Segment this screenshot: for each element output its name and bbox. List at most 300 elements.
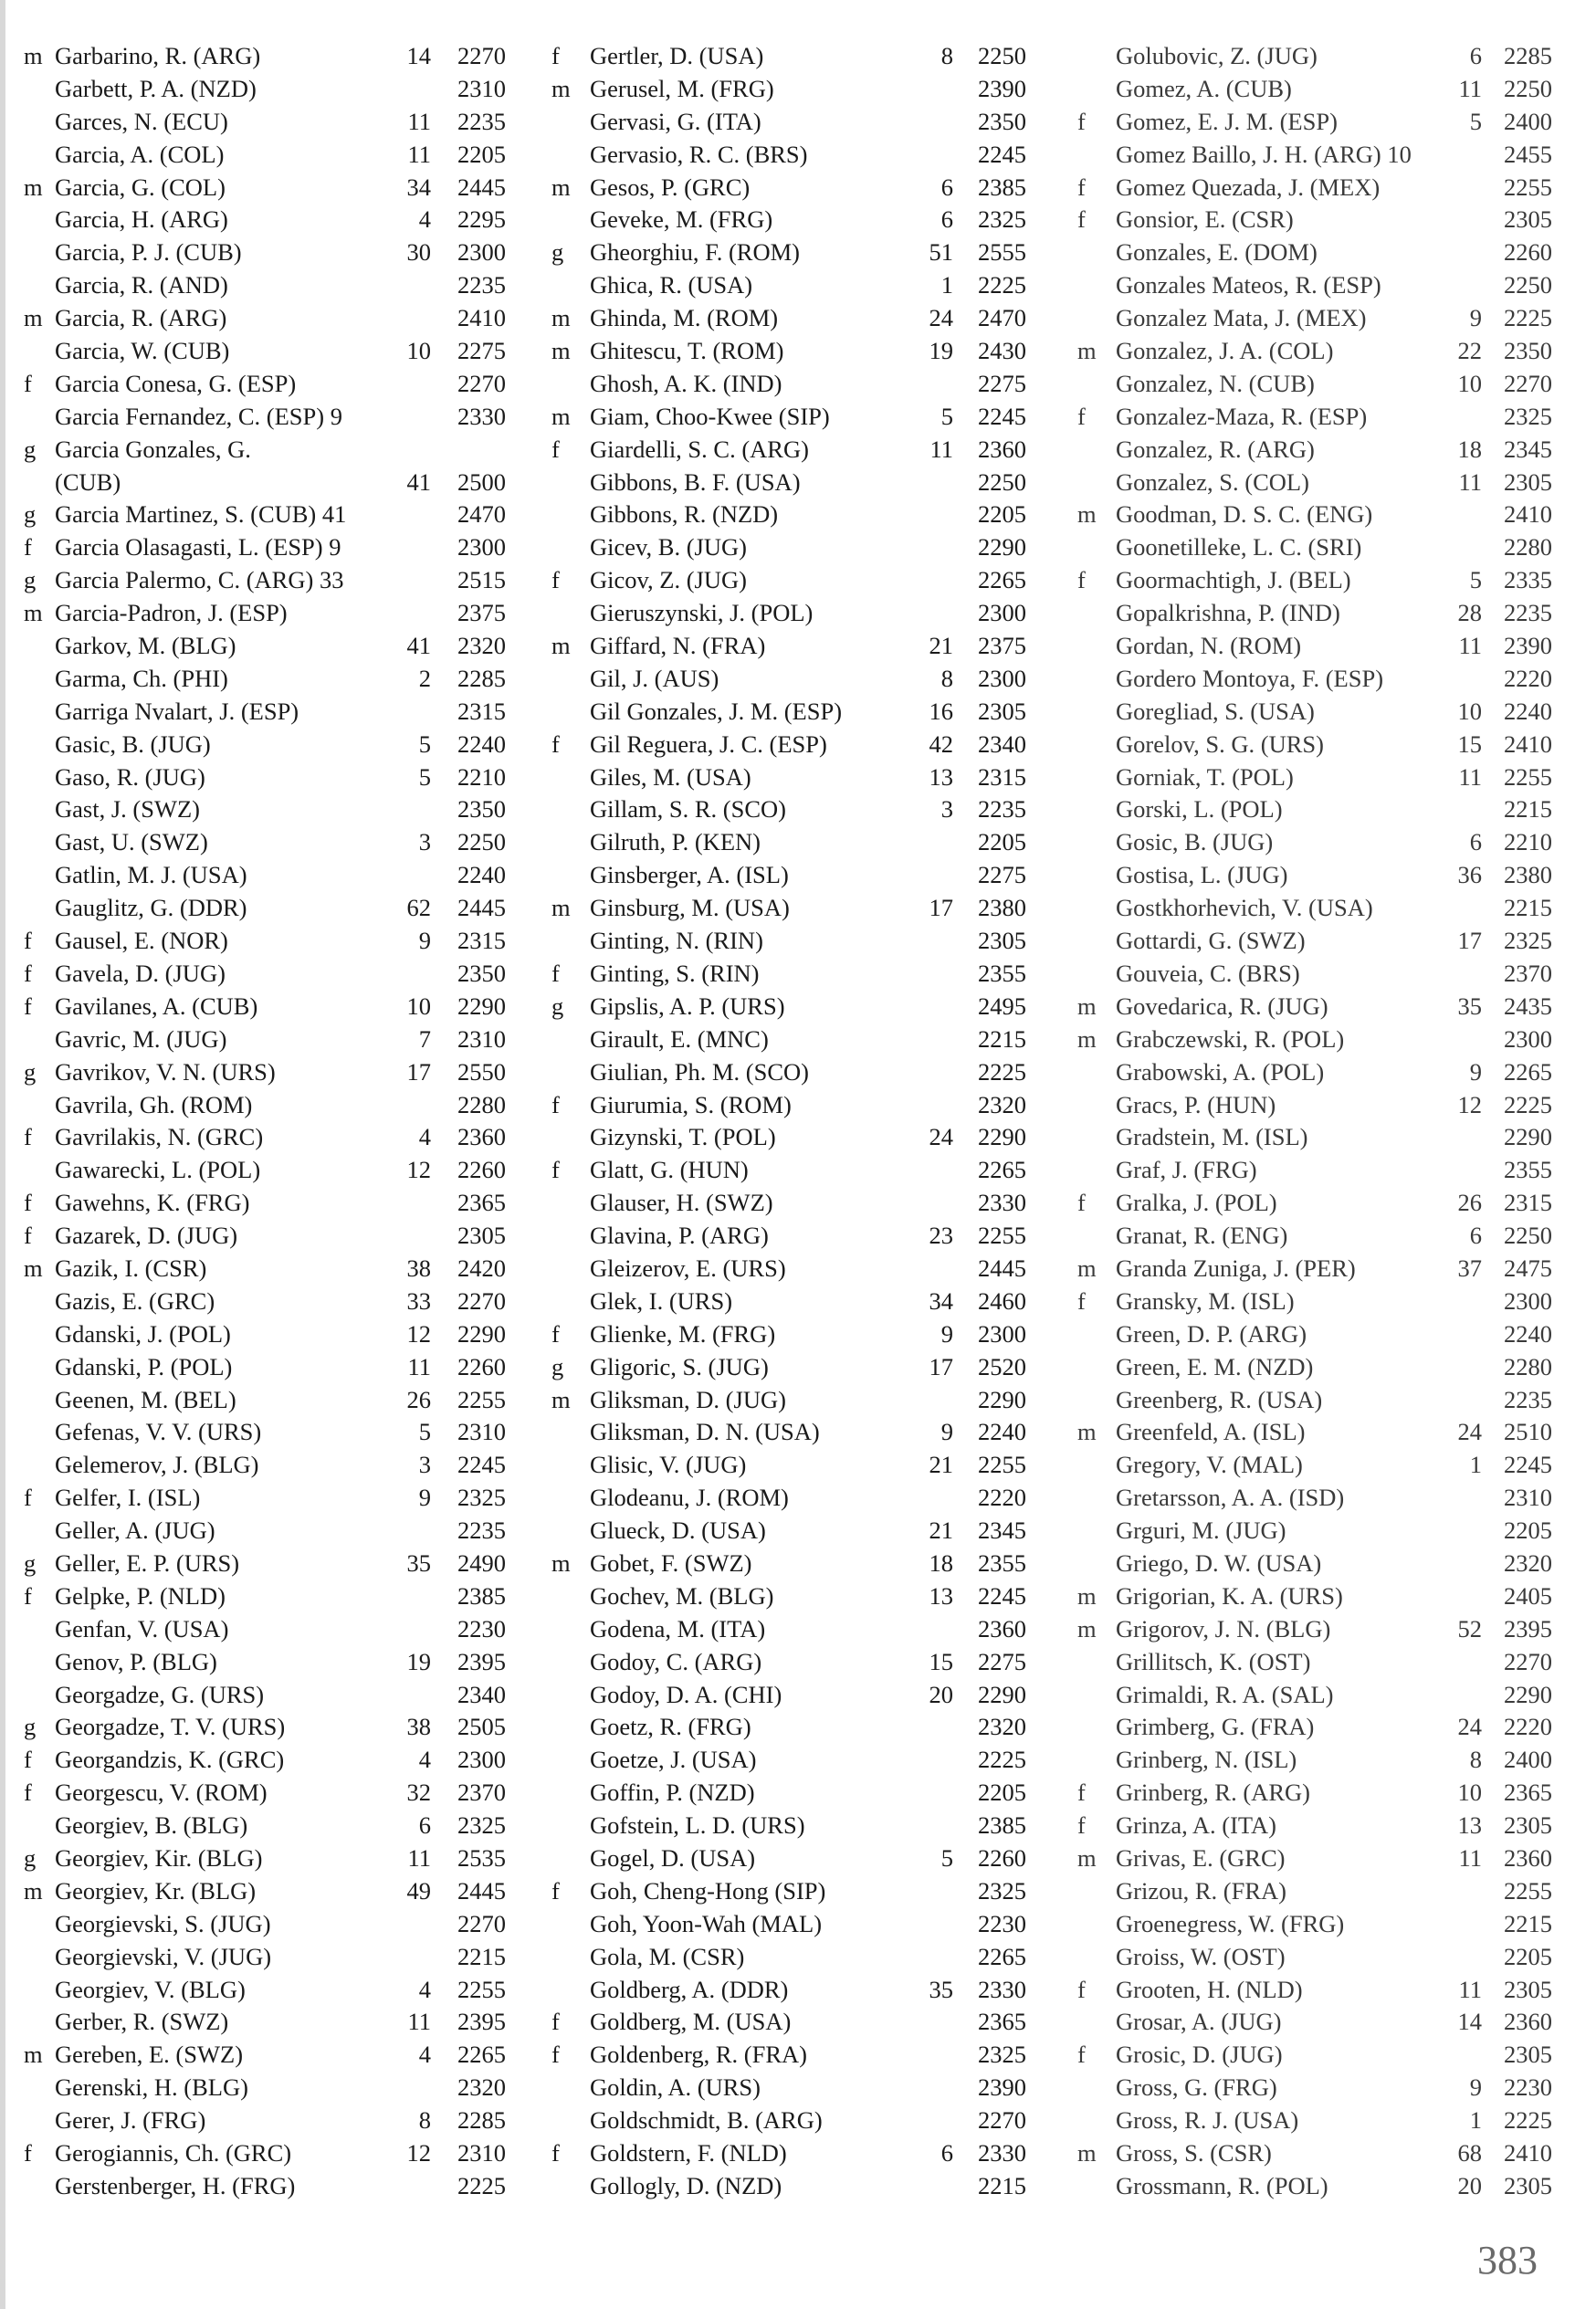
- player-name: Garcia-Padron, J. (ESP): [55, 599, 288, 627]
- player-name: Gransky, M. (ISL): [1116, 1286, 1295, 1315]
- games-played: 5: [418, 762, 431, 791]
- elo-rating: 2350: [457, 959, 506, 987]
- player-title: f: [24, 533, 32, 562]
- player-title: f: [551, 2041, 560, 2069]
- elo-rating: 2325: [978, 2041, 1026, 2069]
- games-played: 4: [418, 1746, 431, 1774]
- player-name: Garcia Olasagasti, L. (ESP) 9: [55, 533, 341, 562]
- elo-rating: 2305: [978, 927, 1026, 955]
- elo-rating: 2325: [457, 1811, 506, 1840]
- elo-rating: 2235: [1504, 599, 1552, 627]
- elo-rating: 2315: [1504, 1189, 1552, 1217]
- player-title: f: [24, 1484, 32, 1512]
- player-name: Gonzalez, J. A. (COL): [1116, 337, 1334, 365]
- player-name: Ghinda, M. (ROM): [590, 304, 779, 332]
- player-name: Girault, E. (MNC): [590, 1024, 769, 1053]
- player-name: Gonzales Mateos, R. (ESP): [1116, 271, 1381, 299]
- elo-rating: 2220: [1504, 1713, 1552, 1741]
- player-name: Goregliad, S. (USA): [1116, 697, 1315, 725]
- elo-rating: 2235: [1504, 1385, 1552, 1413]
- elo-rating: 2430: [978, 337, 1026, 365]
- elo-rating: 2365: [1504, 1779, 1552, 1807]
- elo-rating: 2360: [1504, 1843, 1552, 1872]
- elo-rating: 2270: [457, 1286, 506, 1315]
- player-name: Granat, R. (ENG): [1116, 1222, 1288, 1250]
- player-name: Gavrila, Gh. (ROM): [55, 1090, 253, 1118]
- player-title: f: [1077, 173, 1086, 201]
- player-title: f: [551, 729, 560, 758]
- player-name: Gavrikov, V. N. (URS): [55, 1057, 276, 1086]
- player-name: Gatlin, M. J. (USA): [55, 861, 247, 889]
- elo-rating: 2410: [1504, 2139, 1552, 2167]
- games-played: 17: [1457, 927, 1482, 955]
- games-played: 7: [418, 1024, 431, 1053]
- player-title: f: [24, 1222, 32, 1250]
- player-name: Georgiev, Kir. (BLG): [55, 1843, 263, 1872]
- player-name: Gast, U. (SWZ): [55, 828, 208, 856]
- elo-rating: 2205: [1504, 1942, 1552, 1970]
- player-name: Gleizerov, E. (URS): [590, 1254, 786, 1282]
- games-played: 11: [929, 435, 953, 463]
- games-played: 11: [407, 1352, 431, 1380]
- player-name: Gelfer, I. (ISL): [55, 1484, 201, 1512]
- games-played: 6: [1469, 1222, 1482, 1250]
- elo-rating: 2250: [978, 467, 1026, 496]
- player-name: Garcia, R. (ARG): [55, 304, 227, 332]
- player-name: Garcia, G. (COL): [55, 173, 226, 201]
- games-played: 35: [406, 1548, 431, 1577]
- player-name: Garcia Conesa, G. (ESP): [55, 369, 297, 397]
- elo-rating: 2205: [457, 140, 506, 168]
- elo-rating: 2305: [1504, 2171, 1552, 2199]
- elo-rating: 2250: [1504, 271, 1552, 299]
- player-name: Gereben, E. (SWZ): [55, 2041, 244, 2069]
- elo-rating: 2300: [978, 664, 1026, 692]
- games-played: 3: [418, 828, 431, 856]
- player-name: Grinberg, N. (ISL): [1116, 1746, 1297, 1774]
- elo-rating: 2360: [457, 1123, 506, 1151]
- player-name: Glisic, V. (JUG): [590, 1451, 747, 1479]
- player-name: Gazik, I. (CSR): [55, 1254, 207, 1282]
- games-played: 11: [407, 1843, 431, 1872]
- games-played: 8: [418, 2106, 431, 2135]
- games-played: 3: [940, 795, 953, 824]
- player-name: (CUB): [55, 467, 121, 496]
- player-name: Gerstenberger, H. (FRG): [55, 2171, 296, 2199]
- player-name: Gonzalez, S. (COL): [1116, 467, 1309, 496]
- games-played: 1: [1469, 2106, 1482, 2135]
- player-name: Ghosh, A. K. (IND): [590, 369, 782, 397]
- player-name: Gordero Montoya, F. (ESP): [1116, 664, 1384, 692]
- games-played: 11: [407, 2008, 431, 2036]
- player-name: Gelemerov, J. (BLG): [55, 1451, 259, 1479]
- elo-rating: 2240: [1504, 1319, 1552, 1348]
- player-name: Graf, J. (FRG): [1116, 1156, 1257, 1184]
- games-played: 51: [929, 238, 953, 267]
- games-played: 33: [406, 1286, 431, 1315]
- elo-rating: 2280: [457, 1090, 506, 1118]
- player-name: Garcia Martinez, S. (CUB) 41: [55, 500, 347, 529]
- player-name: Glodeanu, J. (ROM): [590, 1484, 789, 1512]
- player-name: Gertler, D. (USA): [590, 42, 764, 69]
- elo-rating: 2250: [978, 42, 1026, 69]
- player-name: Gross, G. (FRG): [1116, 2073, 1277, 2102]
- player-name: Georgievski, V. (JUG): [55, 1942, 272, 1970]
- player-title: g: [24, 1548, 37, 1577]
- player-title: f: [1077, 402, 1086, 430]
- player-title: g: [551, 992, 564, 1020]
- player-name: Gochev, M. (BLG): [590, 1581, 774, 1610]
- player-name: Gonsior, E. (CSR): [1116, 205, 1294, 234]
- player-name: Garcia, H. (ARG): [55, 205, 228, 234]
- player-title: f: [1077, 1189, 1086, 1217]
- elo-rating: 2315: [457, 697, 506, 725]
- player-name: Gazis, E. (GRC): [55, 1286, 215, 1315]
- elo-rating: 2290: [978, 1123, 1026, 1151]
- player-name: Gizynski, T. (POL): [590, 1123, 776, 1151]
- elo-rating: 2325: [1504, 927, 1552, 955]
- elo-rating: 2400: [1504, 1746, 1552, 1774]
- elo-rating: 2305: [1504, 467, 1552, 496]
- elo-rating: 2305: [1504, 1811, 1552, 1840]
- games-played: 10: [1457, 697, 1482, 725]
- elo-rating: 2470: [457, 500, 506, 529]
- elo-rating: 2220: [978, 1484, 1026, 1512]
- player-name: Gieruszynski, J. (POL): [590, 599, 814, 627]
- elo-rating: 2300: [457, 1746, 506, 1774]
- player-name: Goldin, A. (URS): [590, 2073, 761, 2102]
- elo-rating: 2390: [1504, 632, 1552, 660]
- player-name: Genfan, V. (USA): [55, 1614, 229, 1643]
- player-title: m: [551, 1548, 571, 1577]
- elo-rating: 2535: [457, 1843, 506, 1872]
- games-played: 34: [406, 173, 431, 201]
- player-name: Garces, N. (ECU): [55, 107, 228, 135]
- games-played: 6: [940, 173, 953, 201]
- player-title: g: [24, 500, 37, 529]
- player-name: Gil Gonzales, J. M. (ESP): [590, 697, 843, 725]
- games-played: 36: [1457, 861, 1482, 889]
- elo-rating: 2435: [1504, 992, 1552, 1020]
- elo-rating: 2390: [978, 2073, 1026, 2102]
- elo-rating: 2555: [978, 238, 1026, 267]
- player-name: Georgescu, V. (ROM): [55, 1779, 268, 1807]
- player-name: Georgadze, T. V. (URS): [55, 1713, 286, 1741]
- elo-rating: 2320: [1504, 1548, 1552, 1577]
- player-title: f: [24, 2139, 32, 2167]
- elo-rating: 2445: [457, 173, 506, 201]
- games-played: 4: [418, 1123, 431, 1151]
- elo-rating: 2225: [978, 1746, 1026, 1774]
- elo-rating: 2490: [457, 1548, 506, 1577]
- elo-rating: 2310: [1504, 1484, 1552, 1512]
- player-name: Green, E. M. (NZD): [1116, 1352, 1314, 1380]
- player-name: Govedarica, R. (JUG): [1116, 992, 1328, 1020]
- elo-rating: 2515: [457, 566, 506, 594]
- player-name: Gaso, R. (JUG): [55, 762, 205, 791]
- elo-rating: 2460: [978, 1286, 1026, 1315]
- player-name: Gavilanes, A. (CUB): [55, 992, 258, 1020]
- elo-rating: 2240: [978, 1418, 1026, 1446]
- elo-rating: 2295: [457, 205, 506, 234]
- elo-rating: 2270: [1504, 369, 1552, 397]
- elo-rating: 2325: [457, 1484, 506, 1512]
- games-played: 15: [1457, 729, 1482, 758]
- games-played: 1: [1469, 1451, 1482, 1479]
- player-name: Goldschmidt, B. (ARG): [590, 2106, 823, 2135]
- elo-rating: 2505: [457, 1713, 506, 1741]
- games-played: 10: [406, 337, 431, 365]
- games-played: 26: [406, 1385, 431, 1413]
- elo-rating: 2290: [1504, 1123, 1552, 1151]
- elo-rating: 2235: [457, 1517, 506, 1545]
- player-name: Grillitsch, K. (OST): [1116, 1647, 1311, 1675]
- games-played: 13: [929, 1581, 953, 1610]
- elo-rating: 2375: [457, 599, 506, 627]
- elo-rating: 2265: [1504, 1057, 1552, 1086]
- games-played: 17: [406, 1057, 431, 1086]
- player-name: Gordan, N. (ROM): [1116, 632, 1302, 660]
- player-name: Goodman, D. S. C. (ENG): [1116, 500, 1373, 529]
- player-name: Gregory, V. (MAL): [1116, 1451, 1303, 1479]
- games-played: 10: [406, 992, 431, 1020]
- elo-rating: 2255: [457, 1385, 506, 1413]
- player-name: Gerenski, H. (BLG): [55, 2073, 248, 2102]
- player-name: Grosic, D. (JUG): [1116, 2041, 1283, 2069]
- elo-rating: 2215: [457, 1942, 506, 1970]
- elo-rating: 2360: [1504, 2008, 1552, 2036]
- player-title: f: [24, 927, 32, 955]
- player-name: Gracs, P. (HUN): [1116, 1090, 1276, 1118]
- games-played: 10: [1457, 1779, 1482, 1807]
- elo-rating: 2375: [978, 632, 1026, 660]
- elo-rating: 2355: [978, 1548, 1026, 1577]
- elo-rating: 2220: [1504, 664, 1552, 692]
- player-name: Goh, Yoon-Wah (MAL): [590, 1909, 823, 1937]
- player-name: Gonzalez, R. (ARG): [1116, 435, 1315, 463]
- player-name: Greenfeld, A. (ISL): [1116, 1418, 1306, 1446]
- player-name: Geller, A. (JUG): [55, 1517, 215, 1545]
- games-played: 19: [406, 1647, 431, 1675]
- player-title: m: [24, 1254, 43, 1282]
- elo-rating: 2550: [457, 1057, 506, 1086]
- games-played: 17: [929, 1352, 953, 1380]
- player-name: Gonzalez, N. (CUB): [1116, 369, 1315, 397]
- player-name: Glatt, G. (HUN): [590, 1156, 749, 1184]
- games-played: 11: [1458, 1843, 1482, 1872]
- player-name: Grimberg, G. (FRA): [1116, 1713, 1315, 1741]
- elo-rating: 2290: [978, 1385, 1026, 1413]
- elo-rating: 2325: [978, 205, 1026, 234]
- elo-rating: 2330: [978, 2139, 1026, 2167]
- player-name: Gavela, D. (JUG): [55, 959, 226, 987]
- player-name: Grosar, A. (JUG): [1116, 2008, 1282, 2036]
- elo-rating: 2225: [457, 2171, 506, 2199]
- player-name: Ginsberger, A. (ISL): [590, 861, 789, 889]
- player-name: Grguri, M. (JUG): [1116, 1517, 1286, 1545]
- player-title: f: [24, 1189, 32, 1217]
- games-played: 20: [1457, 2171, 1482, 2199]
- elo-rating: 2455: [1504, 140, 1552, 168]
- elo-rating: 2300: [1504, 1024, 1552, 1053]
- elo-rating: 2235: [457, 107, 506, 135]
- page-edge-shadow: [0, 0, 5, 2309]
- games-played: 19: [929, 337, 953, 365]
- games-played: 5: [418, 1418, 431, 1446]
- elo-rating: 2315: [978, 762, 1026, 791]
- elo-rating: 2270: [978, 2106, 1026, 2135]
- elo-rating: 2245: [978, 1581, 1026, 1610]
- elo-rating: 2475: [1504, 1254, 1552, 1282]
- games-played: 9: [940, 1319, 953, 1348]
- games-played: 9: [940, 1418, 953, 1446]
- games-played: 12: [406, 1156, 431, 1184]
- games-played: 6: [418, 1811, 431, 1840]
- games-played: 35: [929, 1975, 953, 2003]
- player-name: Gretarsson, A. A. (ISD): [1116, 1484, 1345, 1512]
- games-played: 9: [418, 927, 431, 955]
- games-played: 24: [929, 1123, 953, 1151]
- player-title: f: [1077, 566, 1086, 594]
- elo-rating: 2300: [978, 599, 1026, 627]
- player-name: Gottardi, G. (SWZ): [1116, 927, 1306, 955]
- games-played: 5: [1469, 107, 1482, 135]
- player-name: Grinberg, R. (ARG): [1116, 1779, 1310, 1807]
- player-name: Giurumia, S. (ROM): [590, 1090, 792, 1118]
- elo-rating: 2340: [457, 1680, 506, 1708]
- games-played: 18: [1457, 435, 1482, 463]
- player-name: Gervasio, R. C. (BRS): [590, 140, 808, 168]
- elo-rating: 2305: [457, 1222, 506, 1250]
- player-name: Gonzalez Mata, J. (MEX): [1116, 304, 1367, 332]
- player-name: Gouveia, C. (BRS): [1116, 959, 1300, 987]
- elo-rating: 2445: [457, 894, 506, 922]
- games-played: 21: [929, 632, 953, 660]
- player-name: Garcia, W. (CUB): [55, 337, 230, 365]
- player-title: f: [551, 566, 560, 594]
- player-name: Grinza, A. (ITA): [1116, 1811, 1276, 1840]
- player-name: Gasic, B. (JUG): [55, 729, 211, 758]
- elo-rating: 2255: [978, 1451, 1026, 1479]
- player-name: Gicev, B. (JUG): [590, 533, 747, 562]
- games-played: 11: [407, 107, 431, 135]
- player-name: Gomez, A. (CUB): [1116, 74, 1292, 102]
- player-title: f: [1077, 205, 1086, 234]
- player-name: Gerber, R. (SWZ): [55, 2008, 229, 2036]
- player-name: Garcia Gonzales, G.: [55, 435, 251, 463]
- elo-rating: 2495: [978, 992, 1026, 1020]
- elo-rating: 2355: [978, 959, 1026, 987]
- player-name: Gervasi, G. (ITA): [590, 107, 761, 135]
- games-played: 23: [929, 1222, 953, 1250]
- games-played: 13: [1457, 1811, 1482, 1840]
- player-name: Gilruth, P. (KEN): [590, 828, 761, 856]
- player-name: Ginting, S. (RIN): [590, 959, 760, 987]
- player-name: Glueck, D. (USA): [590, 1517, 766, 1545]
- elo-rating: 2345: [1504, 435, 1552, 463]
- elo-rating: 2245: [978, 140, 1026, 168]
- elo-rating: 2270: [457, 42, 506, 69]
- player-name: Godoy, C. (ARG): [590, 1647, 762, 1675]
- elo-rating: 2255: [457, 1975, 506, 2003]
- player-name: Gefenas, V. V. (URS): [55, 1418, 262, 1446]
- elo-rating: 2290: [1504, 1680, 1552, 1708]
- elo-rating: 2470: [978, 304, 1026, 332]
- games-played: 12: [406, 2139, 431, 2167]
- player-name: Gdanski, P. (POL): [55, 1352, 233, 1380]
- player-name: Gonzales, E. (DOM): [1116, 238, 1318, 267]
- player-title: f: [551, 435, 560, 463]
- elo-rating: 2370: [457, 1779, 506, 1807]
- games-played: 22: [1457, 337, 1482, 365]
- player-name: Genov, P. (BLG): [55, 1647, 217, 1675]
- elo-rating: 2215: [1504, 1909, 1552, 1937]
- games-played: 15: [929, 1647, 953, 1675]
- player-title: m: [1077, 1581, 1097, 1610]
- games-played: 28: [1457, 599, 1482, 627]
- player-title: f: [551, 42, 560, 69]
- elo-rating: 2265: [978, 566, 1026, 594]
- player-title: f: [1077, 1811, 1086, 1840]
- player-title: m: [24, 599, 43, 627]
- games-played: 42: [929, 729, 953, 758]
- player-name: Ghica, R. (USA): [590, 271, 753, 299]
- player-title: f: [24, 959, 32, 987]
- elo-rating: 2240: [457, 861, 506, 889]
- player-name: Gausel, E. (NOR): [55, 927, 228, 955]
- games-played: 62: [406, 894, 431, 922]
- player-title: g: [24, 1057, 37, 1086]
- elo-rating: 2205: [978, 1779, 1026, 1807]
- player-name: Gorelov, S. G. (URS): [1116, 729, 1324, 758]
- player-title: f: [551, 1319, 560, 1348]
- player-name: Goetz, R. (FRG): [590, 1713, 751, 1741]
- player-title: g: [24, 566, 37, 594]
- games-played: 9: [1469, 304, 1482, 332]
- player-title: m: [551, 1385, 571, 1413]
- player-name: Gofstein, L. D. (URS): [590, 1811, 805, 1840]
- games-played: 6: [940, 2139, 953, 2167]
- elo-rating: 2265: [978, 1942, 1026, 1970]
- player-name: Garbett, P. A. (NZD): [55, 74, 257, 102]
- elo-rating: 2285: [457, 2106, 506, 2135]
- player-name: Ginsburg, M. (USA): [590, 894, 790, 922]
- elo-rating: 2260: [1504, 238, 1552, 267]
- player-name: Gicov, Z. (JUG): [590, 566, 747, 594]
- elo-rating: 2355: [1504, 1156, 1552, 1184]
- player-name: Griego, D. W. (USA): [1116, 1548, 1322, 1577]
- player-name: Grabowski, A. (POL): [1116, 1057, 1325, 1086]
- games-played: 4: [418, 1975, 431, 2003]
- player-name: Gazarek, D. (JUG): [55, 1222, 238, 1250]
- player-name: Gostisa, L. (JUG): [1116, 861, 1288, 889]
- elo-rating: 2365: [978, 2008, 1026, 2036]
- player-name: Giam, Choo-Kwee (SIP): [590, 402, 830, 430]
- elo-rating: 2420: [457, 1254, 506, 1282]
- player-title: f: [1077, 1286, 1086, 1315]
- elo-rating: 2360: [978, 1614, 1026, 1643]
- player-title: m: [1077, 2139, 1097, 2167]
- elo-rating: 2305: [978, 697, 1026, 725]
- games-played: 5: [940, 1843, 953, 1872]
- player-title: m: [24, 1876, 43, 1905]
- player-name: Gralka, J. (POL): [1116, 1189, 1277, 1217]
- elo-rating: 2310: [457, 1418, 506, 1446]
- games-played: 8: [940, 42, 953, 69]
- player-title: f: [551, 2139, 560, 2167]
- games-played: 38: [406, 1254, 431, 1282]
- player-name: Gelpke, P. (NLD): [55, 1581, 226, 1610]
